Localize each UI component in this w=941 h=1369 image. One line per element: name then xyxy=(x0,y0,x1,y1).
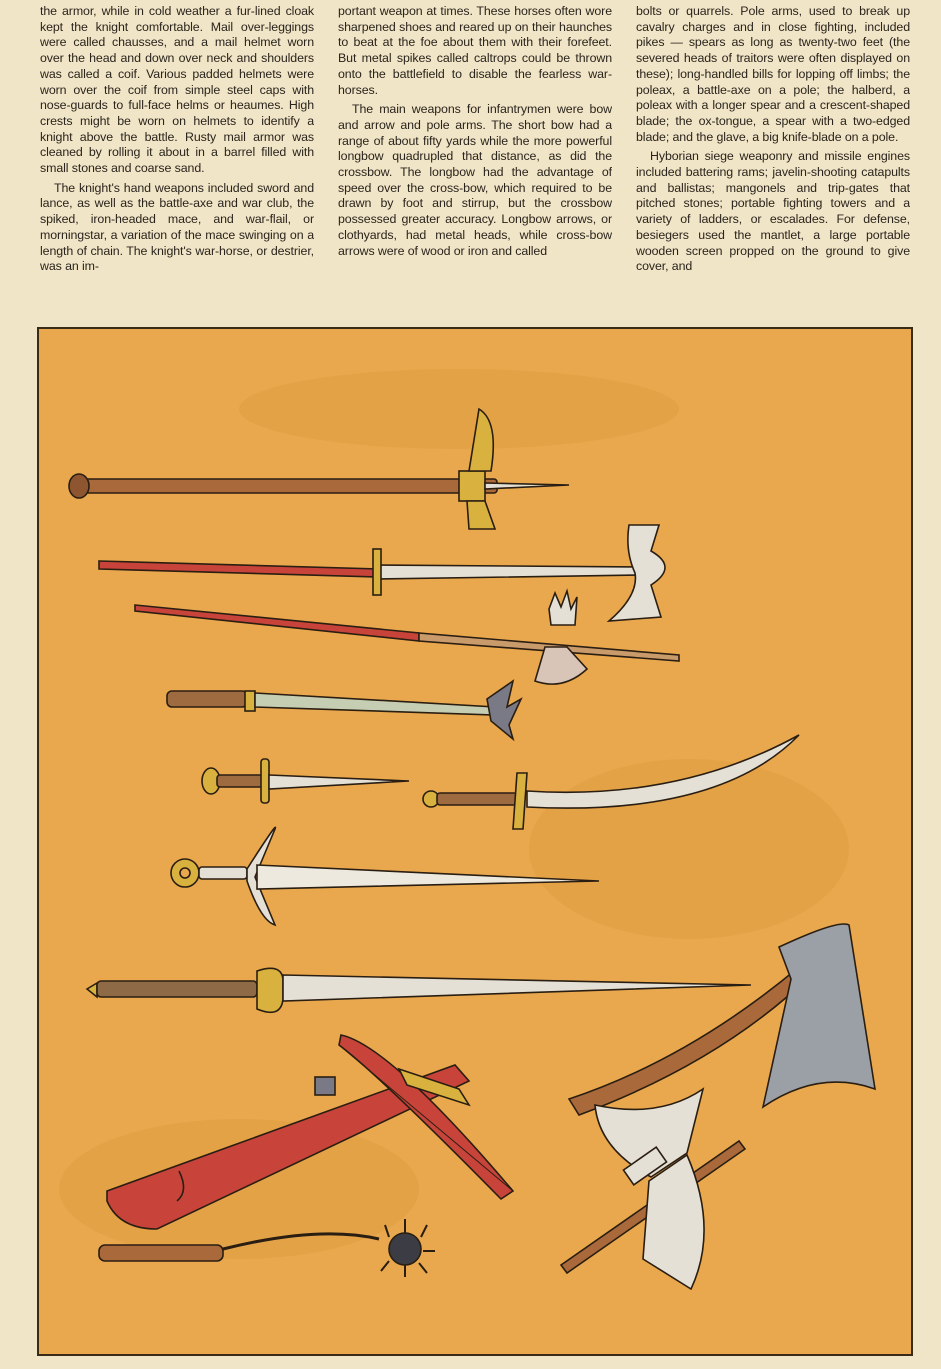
paragraph: portant weapon at times. These horses often wore sharpened shoes and reared up on their haunches to beat at the foe about them with their forefeet. But metal spikes called caltrops could be thrown onto the battlefield to disable the fearless war-horses. xyxy=(338,4,612,97)
text-column-3 xyxy=(636,4,910,322)
text-column-1 xyxy=(40,4,314,322)
paragraph: bolts or quarrels. Pole arms, used to break up cavalry charges and in close fighting, included pikes — spears as long as twenty-two feet (the severed heads of traitors were often displayed on these); long-handled bills for lopping off limbs; the poleax, a battle-axe on a pole; the halberd, a poleax with a longer spear and a crescent-shaped blade; the ox-tongue, a spear with a two-edged blade; and the glave, a big knife-blade on a pole. xyxy=(636,4,910,144)
text-column-2 xyxy=(338,4,612,322)
paragraph: The knight's hand weapons included sword and lance, as well as the battle-axe and war club, the spiked, iron-headed mace, and war-flail, or morningstar, a variation of the mace swinging on a length of chain. The knight's war-horse, or destrier, was an im- xyxy=(40,180,314,274)
weapons-illustration xyxy=(37,327,913,1356)
article-text xyxy=(40,4,910,322)
paragraph: the armor, while in cold weather a fur-lined cloak kept the knight comfortable. Mail over-leggings were called chausses, and a mail helmet worn over the head and down over neck and shoulders was called a coif. Various padded helmets were worn over the coif from simple steel caps with nose-guards to full-face helms or heaumes. High crests might be worn on helmets to identify a knight above the battle. Rusty mail armor was cleaned by rolling it about in a barrel filled with small stones and coarse sand. xyxy=(40,4,314,176)
paragraph: The main weapons for infantrymen were bow and arrow and pole arms. The short bow had a range of about fifty yards while the more powerful longbow quadrupled that distance, as did the crossbow. The longbow had the advantage of speed over the cross-bow, which required to be drawn by foot and stirrup, but the crossbow possessed greater accuracy. Longbow arrows, or clothyards, had metal heads, while cross-bow arrows were of wood or iron and called xyxy=(338,102,612,258)
paragraph: Hyborian siege weaponry and missile engines included battering rams; javelin-shooting catapults and ballistas; mangonels and trip-gates that pitched stones; portable fighting towers and a variety of ladders, or escalades. For defense, besiegers used the mantlet, a large portable wooden screen propped on the ground to give cover, and xyxy=(636,149,910,274)
